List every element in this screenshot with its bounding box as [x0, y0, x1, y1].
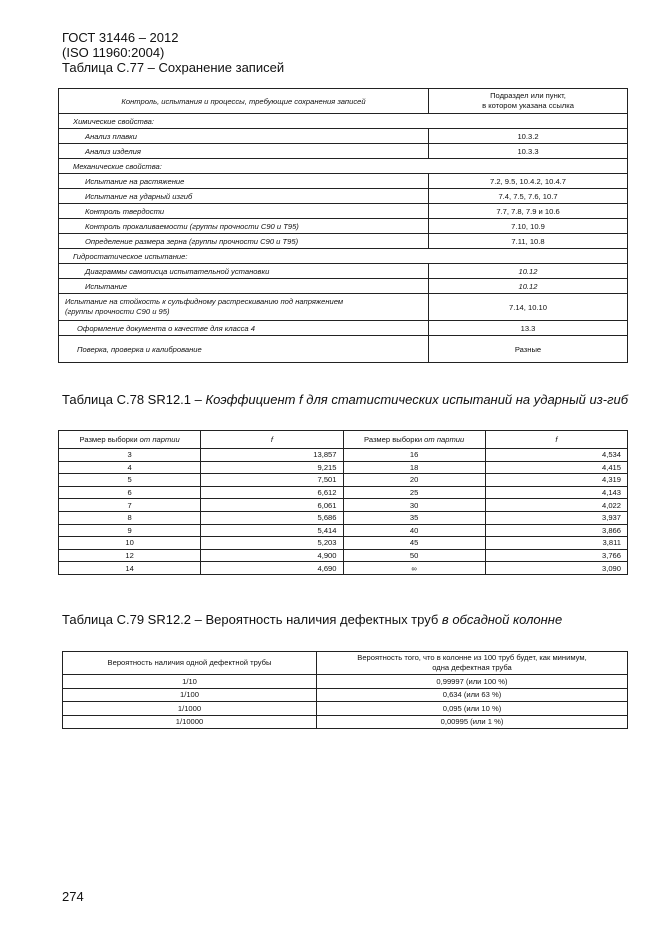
table-cell: 1/100	[63, 688, 317, 702]
table-row	[59, 294, 628, 321]
page-number: 274	[62, 889, 84, 904]
table-row	[59, 144, 628, 159]
table-cell: 13,857	[201, 449, 343, 462]
row-label: Оформление документа о качестве для класса 4	[59, 321, 429, 336]
row-ref: 7.11, 10.8	[429, 234, 628, 249]
section-label: Механические свойства:	[59, 159, 628, 174]
row-label: Контроль прокаливаемости (группы прочности С90 и Т95)	[59, 219, 429, 234]
coefficient-table	[58, 430, 628, 575]
row-label: Анализ плавки	[59, 129, 429, 144]
table-cell: 18	[343, 461, 485, 474]
table-cell: 8	[59, 511, 201, 524]
table-cell: 9	[59, 524, 201, 537]
table-row	[63, 688, 628, 702]
table-cell: 25	[343, 486, 485, 499]
column-header: Вероятность наличия одной дефектной трубы	[63, 652, 317, 675]
table-row	[59, 321, 628, 336]
table-cell: 50	[343, 549, 485, 562]
column-header: Размер выборки от партии	[59, 431, 201, 449]
table-cell: 0,634 (или 63 %)	[317, 688, 628, 702]
table-cell: 30	[343, 499, 485, 512]
row-ref: 7.7, 7.8, 7.9 и 10.6	[429, 204, 628, 219]
row-label: Испытание	[59, 279, 429, 294]
table-row	[59, 234, 628, 249]
table-header-row	[59, 431, 628, 449]
table77-title: Таблица С.77 – Сохранение записей	[62, 60, 285, 75]
table-row	[59, 114, 628, 129]
table-cell: 3,766	[485, 549, 627, 562]
table-cell: 7	[59, 499, 201, 512]
column-header: f	[485, 431, 627, 449]
row-label: Контроль твердости	[59, 204, 429, 219]
row-label: Испытание на стойкость к сульфидному растрескиванию под напряжением (группы прочности С90 и 95)	[59, 294, 429, 321]
table-row	[59, 449, 628, 462]
probability-table	[62, 651, 628, 729]
iso-reference: (ISO 11960:2004)	[62, 45, 165, 60]
table-cell: 14	[59, 562, 201, 575]
table-row	[59, 204, 628, 219]
table-cell: 5,686	[201, 511, 343, 524]
row-ref: 7.2, 9.5, 10.4.2, 10.4.7	[429, 174, 628, 189]
table-row	[59, 524, 628, 537]
table-cell: 20	[343, 474, 485, 487]
table-cell: 0,095 (или 10 %)	[317, 702, 628, 716]
table-cell: 5,414	[201, 524, 343, 537]
table-cell: 4,415	[485, 461, 627, 474]
row-ref: 7.14, 10.10	[429, 294, 628, 321]
row-label: Диаграммы самописца испытательной установки	[59, 264, 429, 279]
table-row	[59, 129, 628, 144]
row-label: Испытание на растяжение	[59, 174, 429, 189]
table-cell: 6	[59, 486, 201, 499]
row-ref: 7.10, 10.9	[429, 219, 628, 234]
table-row	[59, 159, 628, 174]
column-header: Размер выборки от партии	[343, 431, 485, 449]
table-header-row	[59, 89, 628, 114]
row-ref: 10.3.3	[429, 144, 628, 159]
table-cell: 4,900	[201, 549, 343, 562]
table-cell: 5,203	[201, 537, 343, 550]
table-cell: 40	[343, 524, 485, 537]
table-cell: 12	[59, 549, 201, 562]
section-label: Химические свойства:	[59, 114, 628, 129]
column-header: Контроль, испытания и процессы, требующие сохранения записей	[59, 89, 429, 114]
table-row	[59, 537, 628, 550]
table-cell: 4	[59, 461, 201, 474]
table-row	[59, 486, 628, 499]
table-cell: 35	[343, 511, 485, 524]
table-row	[63, 702, 628, 716]
table-row	[59, 174, 628, 189]
table-cell: 7,501	[201, 474, 343, 487]
table-cell: 10	[59, 537, 201, 550]
document-header	[62, 30, 284, 75]
table-cell: 16	[343, 449, 485, 462]
table-cell: 1/10	[63, 675, 317, 689]
records-table	[58, 88, 628, 363]
table-cell: 6,061	[201, 499, 343, 512]
row-ref: 10.12	[429, 279, 628, 294]
table-header-row	[63, 652, 628, 675]
table-cell: 1/10000	[63, 715, 317, 729]
table-cell: 4,690	[201, 562, 343, 575]
table-cell: 9,215	[201, 461, 343, 474]
table-row	[59, 264, 628, 279]
table-row	[59, 549, 628, 562]
table-row	[59, 461, 628, 474]
table-cell: 4,022	[485, 499, 627, 512]
table-cell: 4,143	[485, 486, 627, 499]
table-row	[59, 562, 628, 575]
column-header: Подраздел или пункт, в котором указана ссылка	[429, 89, 628, 114]
table78-title: Таблица С.78 SR12.1 – Коэффициент f для статистических испытаний на ударный из-гиб	[62, 392, 629, 407]
row-label: Анализ изделия	[59, 144, 429, 159]
row-label: Испытание на ударный изгиб	[59, 189, 429, 204]
row-ref: Разные	[429, 336, 628, 363]
table-cell: 1/1000	[63, 702, 317, 716]
table-row	[59, 511, 628, 524]
table-cell: 4,534	[485, 449, 627, 462]
row-ref: 7.4, 7.5, 7.6, 10.7	[429, 189, 628, 204]
table-row	[59, 219, 628, 234]
table-cell: ∞	[343, 562, 485, 575]
column-header: f	[201, 431, 343, 449]
table-cell: 6,612	[201, 486, 343, 499]
table79-title: Таблица С.79 SR12.2 – Вероятность наличия дефектных труб в обсадной колонне	[62, 612, 563, 627]
table-row	[59, 499, 628, 512]
table-row	[59, 336, 628, 363]
table-cell: 0,00995 (или 1 %)	[317, 715, 628, 729]
table-cell: 3,937	[485, 511, 627, 524]
table-row	[59, 249, 628, 264]
table-cell: 45	[343, 537, 485, 550]
table-row	[59, 279, 628, 294]
table-cell: 3,811	[485, 537, 627, 550]
row-label: Поверка, проверка и калибрование	[59, 336, 429, 363]
row-ref: 10.12	[429, 264, 628, 279]
row-ref: 10.3.2	[429, 129, 628, 144]
table-cell: 4,319	[485, 474, 627, 487]
table-cell: 3,090	[485, 562, 627, 575]
column-header: Вероятность того, что в колонне из 100 труб будет, как минимум, одна дефектная труба	[317, 652, 628, 675]
table-row	[59, 474, 628, 487]
table-row	[63, 715, 628, 729]
row-ref: 13.3	[429, 321, 628, 336]
table-cell: 3,866	[485, 524, 627, 537]
row-label: Определение размера зерна (группы прочности С90 и Т95)	[59, 234, 429, 249]
standard-number: ГОСТ 31446 – 2012	[62, 30, 179, 45]
section-label: Гидростатическое испытание:	[59, 249, 628, 264]
table-cell: 5	[59, 474, 201, 487]
table-row	[59, 189, 628, 204]
table-cell: 3	[59, 449, 201, 462]
table-row	[63, 675, 628, 689]
table-cell: 0,99997 (или 100 %)	[317, 675, 628, 689]
